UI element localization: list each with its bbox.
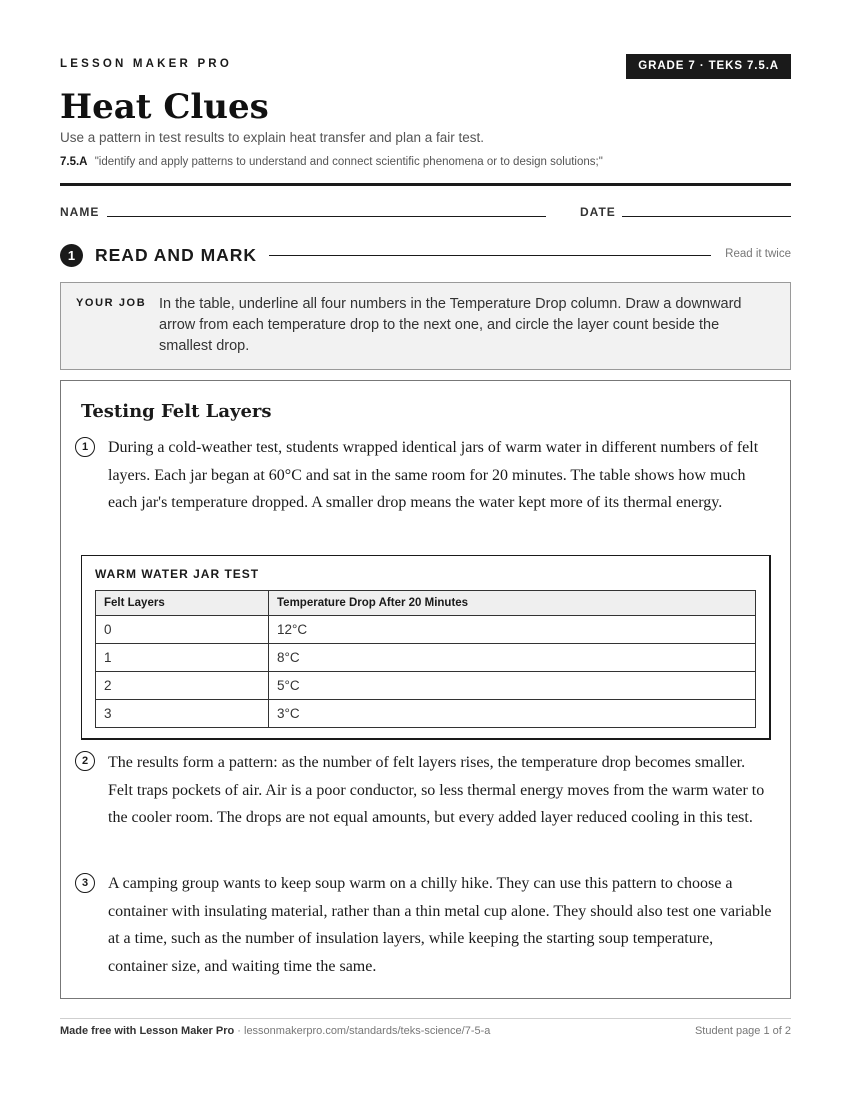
- cell-temperature-drop[interactable]: 12°C: [269, 616, 756, 644]
- footer-divider: [60, 1018, 791, 1019]
- name-label: NAME: [60, 205, 100, 219]
- reading-passage: [60, 380, 791, 999]
- footer-separator: ·: [234, 1025, 244, 1037]
- table-row: [96, 672, 756, 700]
- section-number-badge: 1: [60, 244, 83, 267]
- table-row: [96, 616, 756, 644]
- table-row: [96, 700, 756, 728]
- section-divider: [269, 255, 711, 256]
- reading-title: Testing Felt Layers: [81, 401, 272, 422]
- date-field[interactable]: [622, 216, 791, 217]
- paragraph-3: A camping group wants to keep soup warm on a chilly hike. They can use this pattern to choose a container with insulating material, rather than a thin metal cup alone. They should also test one variable at a time, such as the number of insulation layers, while keeping the starting soup temperature, container size, and waiting time the same.: [108, 875, 772, 976]
- page-subtitle: Use a pattern in test results to explain heat transfer and plan a fair test.: [60, 130, 484, 145]
- paragraph-number-1: 1: [75, 437, 95, 457]
- paragraph-number-2: 2: [75, 751, 95, 771]
- column-header-felt-layers: Felt Layers: [96, 591, 269, 616]
- grade-badge: GRADE 7 · TEKS 7.5.A: [626, 54, 791, 79]
- cell-felt-layers[interactable]: 3: [96, 700, 269, 728]
- cell-felt-layers[interactable]: 0: [96, 616, 269, 644]
- your-job-box: [60, 282, 791, 370]
- standard-code: 7.5.A: [60, 156, 88, 168]
- section-title: READ AND MARK: [95, 245, 258, 265]
- section-note: Read it twice: [725, 248, 791, 260]
- page-title: Heat Clues: [60, 87, 269, 127]
- name-field[interactable]: [107, 216, 546, 217]
- date-label: DATE: [580, 205, 616, 219]
- cell-felt-layers[interactable]: 2: [96, 672, 269, 700]
- footer-page-number: Student page 1 of 2: [694, 1025, 791, 1037]
- cell-temperature-drop[interactable]: 8°C: [269, 644, 756, 672]
- footer-credit: [60, 1025, 490, 1037]
- standard-line: [60, 156, 603, 168]
- data-table-panel: [81, 555, 771, 740]
- footer-made-with: Made free with Lesson Maker Pro: [60, 1025, 235, 1037]
- standard-text: "identify and apply patterns to understand and connect scientific phenomena or to design solutions;": [94, 156, 603, 168]
- header-divider: [60, 183, 791, 186]
- footer-url-link[interactable]: lessonmakerpro.com/standards/teks-science/7-5-a: [244, 1025, 491, 1037]
- table-caption: WARM WATER JAR TEST: [95, 567, 260, 581]
- paragraph-2: The results form a pattern: as the number of felt layers rises, the temperature drop becomes smaller. Felt traps pockets of air. Air is a poor conductor, so less thermal energy moves from the warm water to the cooler room. The drops are not equal amounts, but every added layer reduced cooling in this test.: [108, 754, 765, 827]
- column-header-temperature-drop: Temperature Drop After 20 Minutes: [269, 591, 756, 616]
- cell-temperature-drop[interactable]: 5°C: [269, 672, 756, 700]
- paragraph-1: During a cold-weather test, students wrapped identical jars of warm water in different numbers of felt layers. Each jar began at 60°C and sat in the same room for 20 minutes. The table shows how much each jar's temperature dropped. A smaller drop means the water kept more of its thermal energy.: [108, 439, 759, 512]
- paragraph-number-3: 3: [75, 873, 95, 893]
- table-row: [96, 644, 756, 672]
- your-job-label: YOUR JOB: [76, 297, 147, 309]
- table-header-row: [96, 591, 756, 616]
- warm-water-jar-table: [95, 590, 756, 728]
- cell-temperature-drop[interactable]: 3°C: [269, 700, 756, 728]
- cell-felt-layers[interactable]: 1: [96, 644, 269, 672]
- brand-name: LESSON MAKER PRO: [60, 58, 232, 70]
- your-job-instructions: In the table, underline all four numbers in the Temperature Drop column. Draw a downward arrow from each temperature drop to the next one, and circle the layer count beside the smallest drop.: [159, 296, 742, 354]
